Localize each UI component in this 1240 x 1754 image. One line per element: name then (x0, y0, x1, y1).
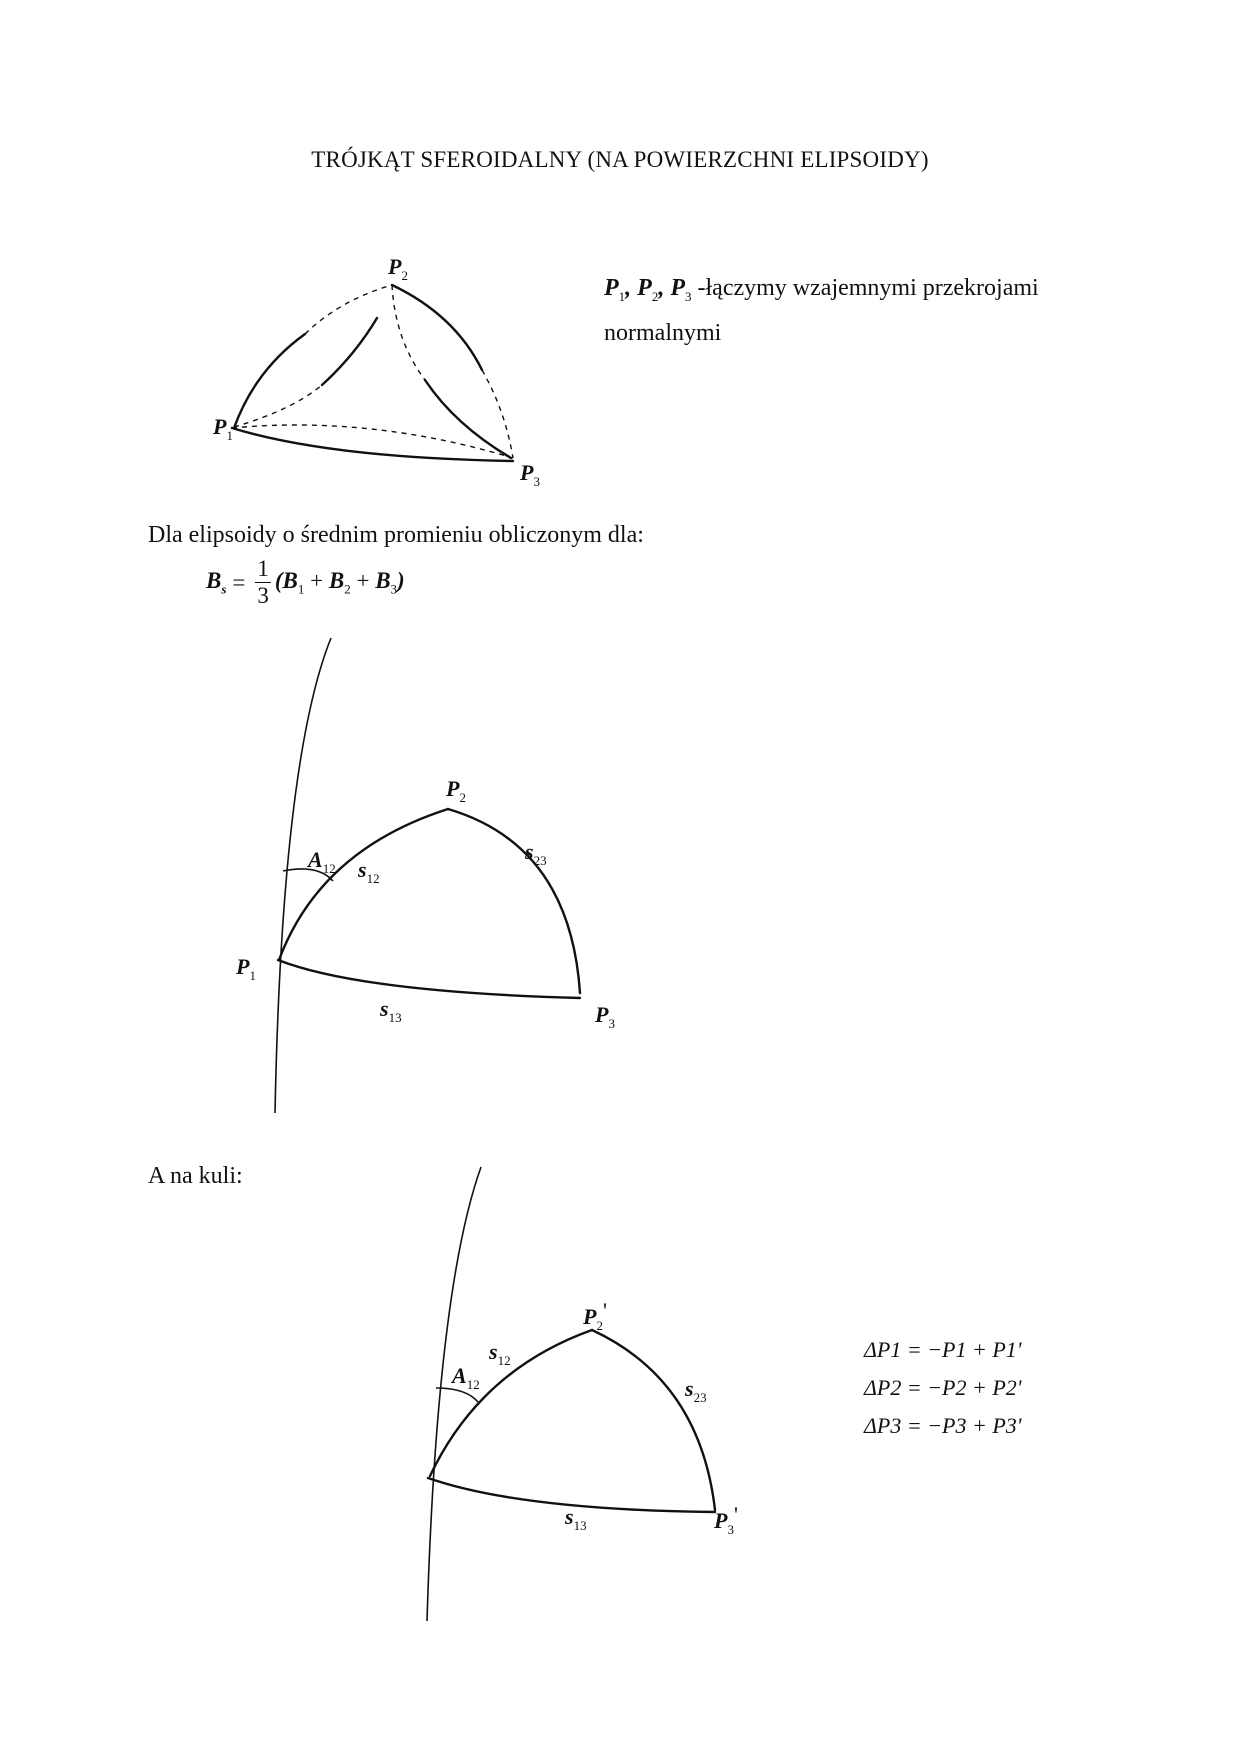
label-s13: $s_{13}$ (565, 1504, 587, 1533)
delta-p3: ΔP3 = −P3 + P3' (864, 1413, 1022, 1438)
arc-p1-p2-dashed (305, 285, 392, 334)
label-s23: $s_{23}$ (685, 1376, 707, 1405)
ellipsoid-triangle-diagram (200, 630, 640, 1130)
intro-line-1: -łączymy wzajemnymi przekrojami (697, 275, 1039, 301)
inner-arc-p1-p2 (234, 385, 322, 427)
arc-s12 (430, 1330, 592, 1476)
sphere-caption: A na kuli: (148, 1163, 243, 1189)
label-s13: $s_{13}$ (380, 996, 402, 1025)
ellipsoid-caption: Dla elipsoidy o średnim promieniu obliczonym dla: (148, 522, 644, 548)
label-s23: $s_{23}$ (525, 839, 547, 868)
delta-p1: ΔP1 = −P1 + P1' (864, 1337, 1022, 1362)
sphere-triangle-diagram (400, 1160, 760, 1630)
label-p2: $P_2$ (446, 776, 466, 805)
arc-p2-p3-solid (392, 285, 482, 370)
inner-arc-p2-p3-dashed (392, 285, 425, 380)
label-p1: $P_1$ (213, 414, 233, 443)
arc-p2-p3-dashed (482, 370, 513, 458)
intro-line-2: normalnymi (604, 319, 722, 346)
meridian-line (427, 1167, 481, 1621)
spheroidal-triangle-diagram (200, 250, 560, 490)
arc-s23 (592, 1330, 715, 1510)
arc-p1-p3-solid (232, 428, 513, 461)
point-list: $P_1$, $P_2$, $P_3$ (604, 275, 692, 304)
arc-s23 (448, 809, 580, 993)
arc-p1-p2-solid (234, 334, 305, 428)
label-s12: $s_{12}$ (489, 1339, 511, 1368)
delta-equations (864, 1331, 1021, 1445)
label-p3: $P_3$ (595, 1002, 615, 1031)
inner-arc-p1-p2-solid (322, 318, 377, 385)
label-p1: $P_1$ (236, 954, 256, 983)
label-p3: $P_3$ (520, 460, 540, 489)
mean-latitude-formula: $B_s$ = $\frac{1}{3}$ $(B_1 + B_2 + B_3)$ (206, 556, 405, 608)
arc-s13 (278, 960, 580, 998)
label-p2-prime: $P_2'$ (583, 1298, 607, 1333)
label-a12: $A_{12}$ (452, 1363, 480, 1392)
intro-text (604, 270, 1104, 351)
inner-arc-p2-p3-solid (425, 380, 511, 458)
label-s12: $s_{12}$ (358, 857, 380, 886)
label-p3-prime: $P_3'$ (714, 1502, 738, 1537)
delta-p2: ΔP2 = −P2 + P2' (864, 1375, 1022, 1400)
label-p2: $P_2$ (388, 254, 408, 283)
fraction-one-third: $\frac{1}{3}$ (257, 556, 269, 608)
label-a12: $A_{12}$ (308, 847, 336, 876)
page-title: TRÓJKĄT SFEROIDALNY (NA POWIERZCHNI ELIPSOIDY) (311, 147, 929, 172)
arc-s12 (279, 809, 448, 960)
